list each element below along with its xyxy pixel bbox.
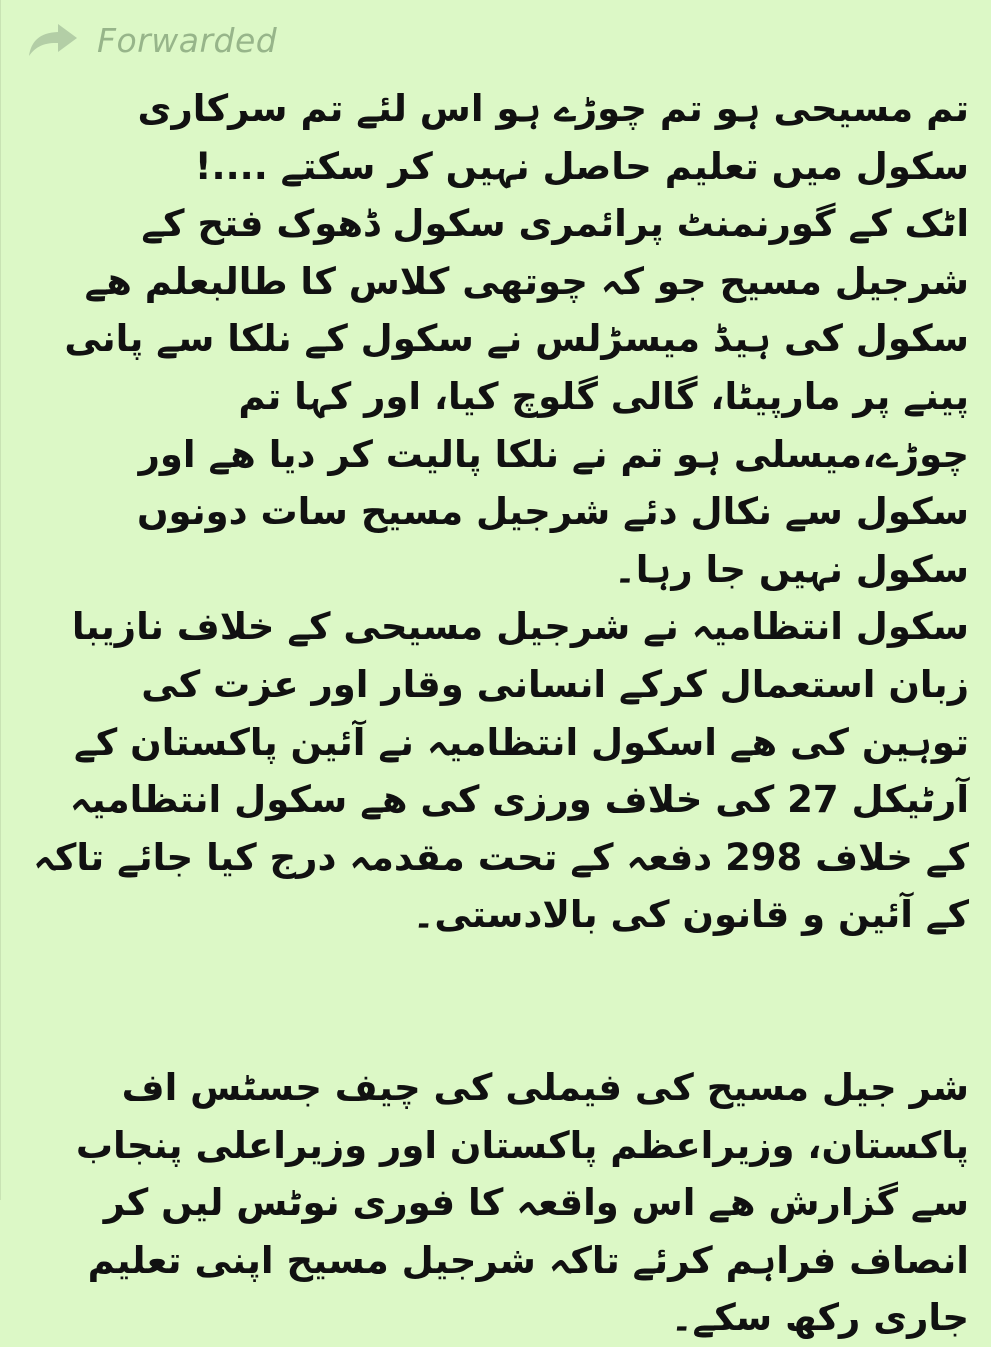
paragraph-spacer: [25, 944, 969, 1059]
message-paragraph-incident: اٹک کے گورنمنٹ پرائمری سکول ڈھوک فتح کے شرجیل مسیح جو کہ چوتھی کلاس کا طالبعلم ھے سکول کی ہیڈ میسڑلس نے سکول کے نلکا سے پانی پینے پر مارپیٹا، گالی گلوچ کیا، اور کہا تم چوڑے،میسلی ہو تم نے نلکا پالیت کر دیا ھے اور سکول سے نکال دئے شرجیل مسیح سات دونوں سکول نہیں جا رہا۔: [64, 202, 969, 591]
forward-arrow-icon: [27, 20, 79, 60]
message-paragraph-appeal: شر جیل مسیح کی فیملی کی چیف جسٹس اف پاکستان، وزیراعظم پاکستان اور وزیراعلی پنجاب سے گزارش ھے اس واقعہ کا فوری نوٹس لیں کر انصاف فراہم کرئے تاکہ شرجیل مسیح اپنی تعلیم جاری رکھ سکے۔: [75, 1065, 969, 1340]
message-text: [25, 80, 969, 1347]
message-paragraph-legal: سکول انتظامیہ نے شرجیل مسیحی کے خلاف نازیبا زبان استعمال کرکے انسانی وقار اور عزت کی توہین کی ھے اسکول انتظامیہ نے آئین پاکستان کے آرٹیکل 27 کی خلاف ورزی کی ھے سکول انتظامیہ کے خلاف 298 دفعہ کے تحت مقدمہ درج کیا جائے تاکہ کے آئین و قانون کی بالادستی۔: [33, 605, 969, 937]
forwarded-label: Forwarded: [97, 20, 278, 60]
message-paragraph-heading: تم مسیحی ہو تم چوڑے ہو اس لئے تم سرکاری سکول میں تعلیم حاصل نہیں کر سکتے ....!: [137, 87, 969, 188]
forwarded-indicator: [27, 14, 277, 66]
